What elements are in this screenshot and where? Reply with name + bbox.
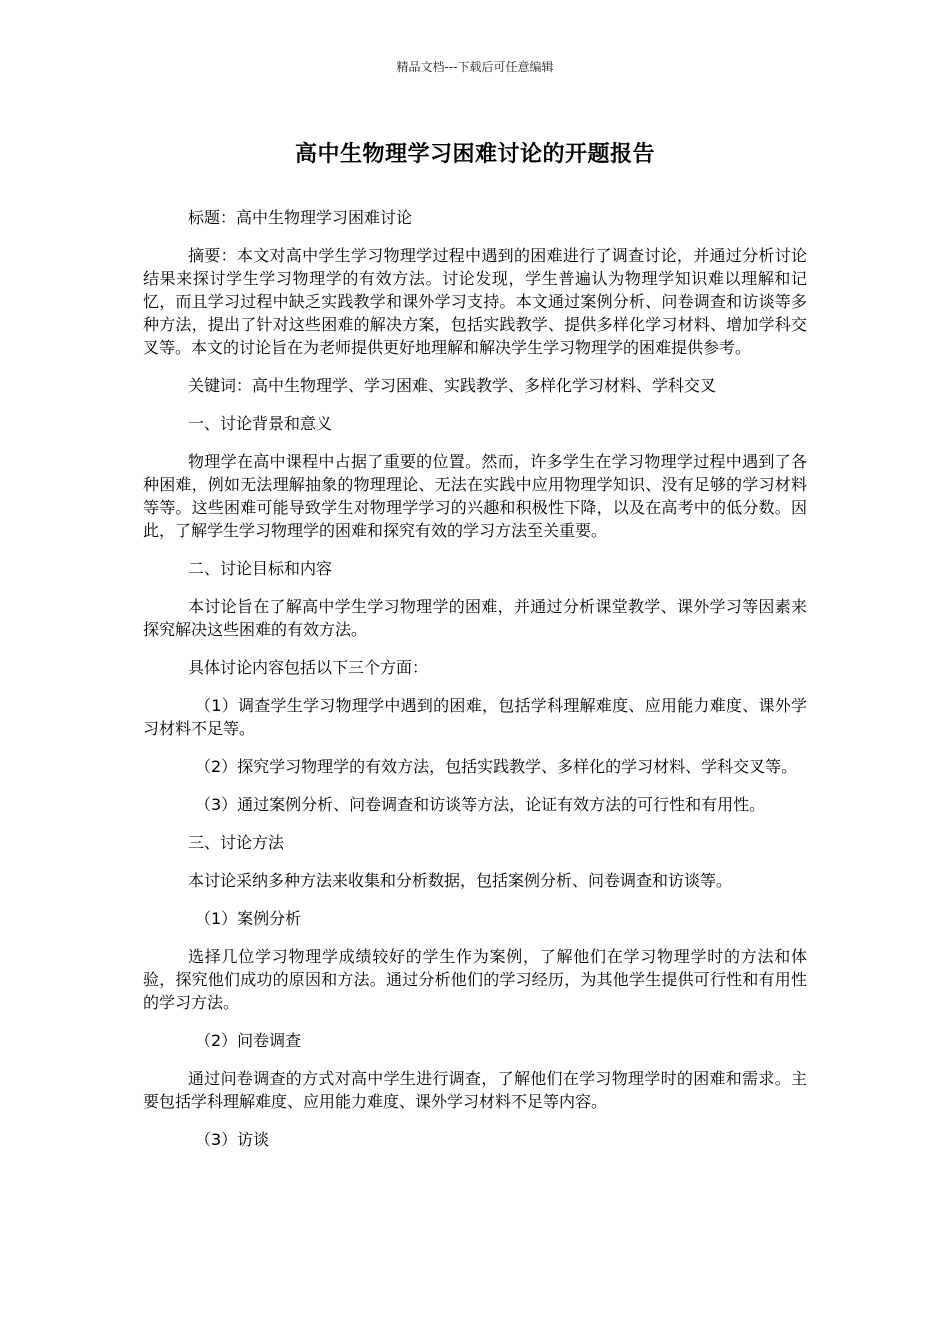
section-heading-1: 一、讨论背景和意义 (188, 414, 333, 433)
document-title: 高中生物理学习困难讨论的开题报告 (294, 142, 655, 167)
section-heading-2: 二、讨论目标和内容 (188, 559, 333, 578)
goals-paragraph: 本讨论旨在了解高中学生学习物理学的困难，并通过分析课堂教学、课外学习等因素来探究解决这些困难的有效方法。 (143, 597, 807, 639)
methods-paragraph: 本讨论采纳多种方法来收集和分析数据，包括案例分析、问卷调查和访谈等。 (188, 871, 733, 890)
content-item-2: （2）探究学习物理学的有效方法，包括实践教学、多样化的学习材料、学科交叉等。 (195, 757, 798, 776)
method-heading-3: （3）访谈 (195, 1130, 270, 1149)
method-heading-2: （2）问卷调查 (195, 1031, 302, 1050)
background-paragraph: 物理学在高中课程中占据了重要的位置。然而，许多学生在学习物理学过程中遇到了各种困难，例如无法理解抽象的物理理论、无法在实践中应用物理学知识、没有足够的学习材料等等。这些困难可能导致学生对物理学学习的兴趣和积极性下降，以及在高考中的低分数。因此，了解学生学习物理学的困难和探究有效的学习方法至关重要。 (143, 452, 807, 540)
content-item-3: （3）通过案例分析、问卷调查和访谈等方法，论证有效方法的可行性和有用性。 (195, 795, 766, 814)
abstract: 摘要：本文对高中学生学习物理学过程中遇到的困难进行了调查讨论，并通过分析讨论结果来探讨学生学习物理学的有效方法。讨论发现，学生普遍认为物理学知识难以理解和记忆，而且学习过程中缺乏实践教学和课外学习支持。本文通过案例分析、问卷调查和访谈等多种方法，提出了针对这些困难的解决方案，包括实践教学、提供多样化学习材料、增加学科交叉等。本文的讨论旨在为老师提供更好地理解和解决学生学习物理学的困难提供参考。 (143, 246, 807, 357)
keywords: 关键词：高中生物理学、学习困难、实践教学、多样化学习材料、学科交叉 (188, 376, 717, 395)
section-heading-3: 三、讨论方法 (188, 833, 285, 852)
page-header: 精品文档---下载后可任意编辑 (396, 60, 554, 74)
method-heading-1: （1）案例分析 (195, 909, 302, 928)
title-line: 标题：高中生物理学习困难讨论 (188, 208, 413, 227)
case-analysis-paragraph: 选择几位学习物理学成绩较好的学生作为案例，了解他们在学习物理学时的方法和体验，探究他们成功的原因和方法。通过分析他们的学习经历，为其他学生提供可行性和有用性的学习方法。 (143, 947, 807, 1012)
survey-paragraph: 通过问卷调查的方式对高中学生进行调查，了解他们在学习物理学时的困难和需求。主要包括学科理解难度、应用能力难度、课外学习材料不足等内容。 (143, 1069, 807, 1111)
content-item-1: （1）调查学生学习物理学中遇到的困难，包括学科理解难度、应用能力难度、课外学习材料不足等。 (143, 696, 807, 738)
content-intro: 具体讨论内容包括以下三个方面： (188, 658, 429, 677)
document-body (143, 206, 807, 1166)
